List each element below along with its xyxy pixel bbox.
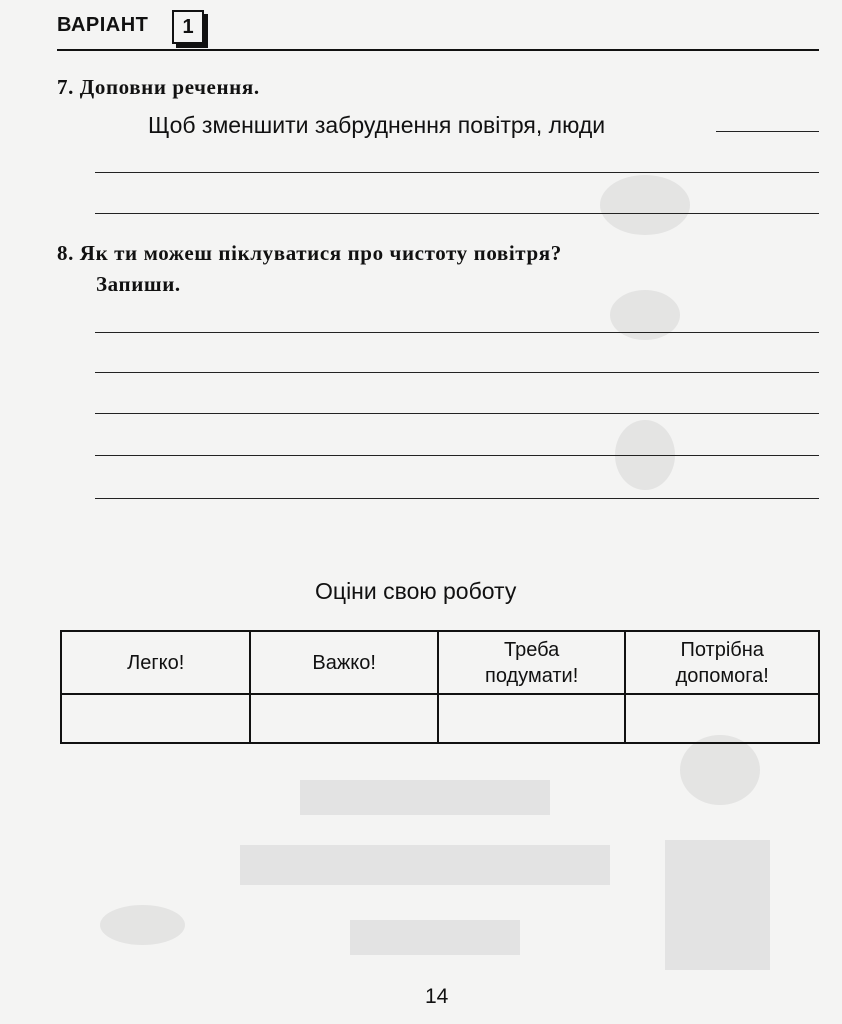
table-mark-row xyxy=(61,694,819,743)
answer-line[interactable] xyxy=(716,131,819,132)
column-need-help xyxy=(625,631,819,694)
task-7-sentence: Щоб зменшити забруднення повітря, люди xyxy=(148,112,606,138)
column-label: Треба xyxy=(504,638,560,661)
answer-line[interactable] xyxy=(95,413,819,414)
column-label: Потрібна xyxy=(680,638,764,661)
table-header-row xyxy=(61,631,819,694)
self-assessment-table xyxy=(60,630,820,744)
column-hard xyxy=(250,631,437,694)
answer-line[interactable] xyxy=(95,213,819,214)
mark-cell-easy[interactable] xyxy=(61,694,250,743)
variant-label: ВАРІАНТ xyxy=(57,14,149,36)
column-label-second-line: подумати! xyxy=(484,664,579,687)
mark-cell-hard[interactable] xyxy=(250,694,437,743)
page-number: 14 xyxy=(425,985,449,1008)
self-assessment-title: Оціни свою роботу xyxy=(315,578,517,604)
column-need-think xyxy=(438,631,626,694)
answer-line[interactable] xyxy=(95,332,819,333)
column-label-second-line: допомога! xyxy=(675,664,769,687)
column-label: Легко! xyxy=(127,651,185,674)
answer-line[interactable] xyxy=(95,372,819,373)
answer-line[interactable] xyxy=(95,455,819,456)
task-8-title: 8. Як ти можеш піклуватися про чистоту повітря? xyxy=(57,241,562,265)
header-divider xyxy=(57,49,819,51)
task-7-title: 7. Доповни речення. xyxy=(57,75,260,99)
mark-cell-need-help[interactable] xyxy=(625,694,819,743)
column-label: Важко! xyxy=(312,651,376,674)
task-8-instruction: Запиши. xyxy=(96,272,181,296)
answer-line[interactable] xyxy=(95,498,819,499)
column-easy xyxy=(61,631,250,694)
mark-cell-need-think[interactable] xyxy=(438,694,626,743)
answer-line[interactable] xyxy=(95,172,819,173)
variant-number-box: 1 xyxy=(172,10,204,44)
